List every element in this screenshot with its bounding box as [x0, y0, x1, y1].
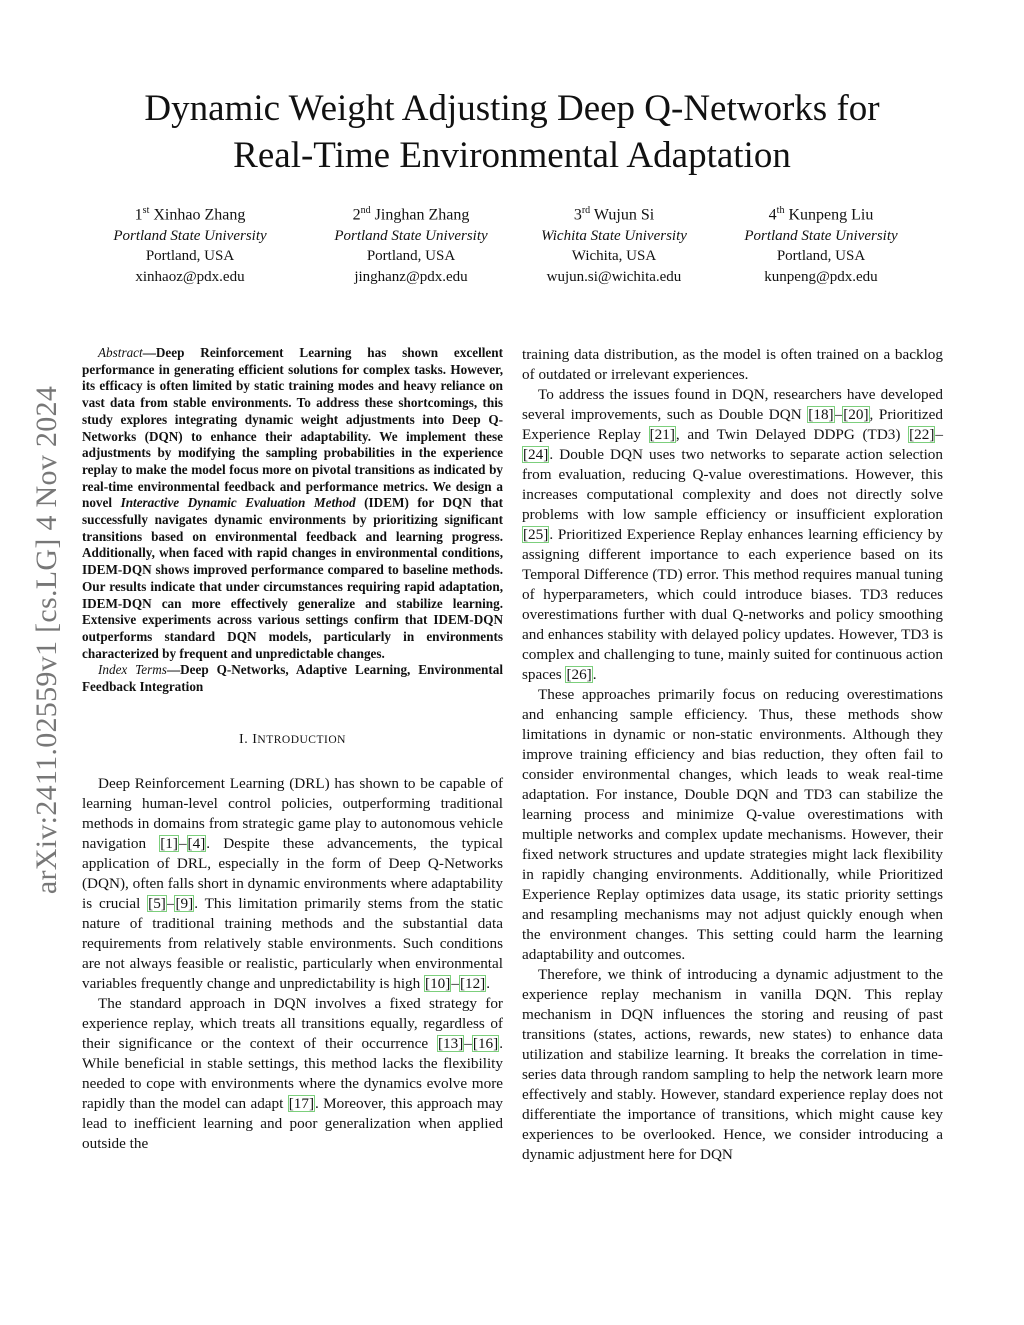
paragraph: [522, 965, 943, 1165]
citation-link[interactable]: [18]: [808, 406, 834, 423]
paragraph: [522, 345, 943, 385]
citation-link[interactable]: [1]: [160, 834, 178, 852]
citation-link[interactable]: [21]: [649, 426, 675, 443]
author-3: [509, 201, 719, 287]
author-affiliation: Wichita State University: [541, 227, 687, 244]
citation-link[interactable]: [25]: [523, 526, 549, 543]
citation-link[interactable]: [17]: [288, 1094, 315, 1112]
paragraph-text: –: [451, 974, 459, 992]
author-email: kunpeng@pdx.edu: [764, 268, 878, 285]
citation-link[interactable]: [16]: [472, 1034, 499, 1052]
paragraph-text: –: [464, 1034, 472, 1052]
author-location: Portland, USA: [776, 248, 866, 265]
paragraph-text: –: [935, 426, 943, 443]
title-line-1: Dynamic Weight Adjusting Deep Q-Networks for: [144, 88, 880, 129]
author-affiliation: Portland State University: [744, 227, 898, 244]
paragraph-text: . Double DQN uses two networks to separate action selection from evaluation, reducing Q-value overestimations. However, this increases computational complexity and does not directly solve problems with low sample efficiency or insufficient exploration: [522, 446, 943, 523]
paragraph-text: These approaches primarily focus on reducing overestimations and enhancing sample efficiency. Thus, these methods show limitations in dynamic or non-static environments. Although they improve training efficiency and bias reduction, they often fail to consider environmental changes, which leads to weak real-time adaptation. For instance, Double DQN and TD3 can stabilize the learning process and minimize Q-value overestimations with multiple networks and complex update mechanisms. However, their fixed network structures and update strategies might lack flexibility in rapidly changing environments. Additionally, while Prioritized Experience Replay optimizes data usage, its static priority settings and resampling mechanisms may not adjust quickly enough when the environment changes. This setting could harm the learning adaptability and outcomes.: [522, 686, 943, 963]
paragraph-text: . Prioritized Experience Replay enhances learning efficiency by assigning different importance to each experience based on its Temporal Difference (TD) error. This method requires manual tuning of hyperparameters, which could introduce biases. TD3 reduces overestimations further with dual Q-networks and policy smoothing and enhances stability with delayed policy updates. However, TD3 is complex and challenging to tune, mainly suited for continuous action spaces: [522, 526, 943, 683]
left-column: [82, 345, 503, 1154]
paragraph-text: –: [166, 894, 175, 912]
author-location: Portland, USA: [145, 248, 235, 265]
paragraph-text: training data distribution, as the model is often trained on a backlog of outdated or irrelevant experiences.: [522, 346, 943, 383]
paragraph-text: . While beneficial in stable settings, this method lacks the flexibility needed to cope with environments where the dynamics evolve more rapidly than the model can adapt: [82, 1034, 503, 1112]
citation-link[interactable]: [10]: [425, 974, 451, 992]
paragraph-text: , and Twin Delayed DDPG (TD3): [675, 426, 909, 443]
citation-link[interactable]: [24]: [523, 446, 549, 463]
right-column: [522, 345, 943, 1165]
paragraph: [522, 685, 943, 965]
arxiv-identifier: arXiv:2411.02559v1 [cs.LG] 4 Nov 2024: [30, 385, 63, 895]
paragraph-text: .: [486, 974, 491, 992]
paragraph-text: . This limitation primarily stems from the static nature of traditional training methods and the substantial data requirements from relatively stable environments. Such conditions are not always feasible or realistic, particularly when environmental variables frequently change and unpredictability is high: [82, 894, 503, 992]
citation-link[interactable]: [26]: [566, 666, 592, 683]
author-location: Wichita, USA: [571, 248, 657, 265]
paragraph: [522, 385, 943, 685]
citation-link[interactable]: [20]: [843, 406, 869, 423]
paper-title: [80, 85, 944, 179]
right-body-text: [522, 345, 943, 1165]
author-location: Portland, USA: [366, 248, 456, 265]
author-2: [306, 201, 516, 287]
abstract: Abstract—Deep Reinforcement Learning has shown excellent performance in generating efficient solutions for complex tasks. However, its efficacy is often limited by static training modes and heavy reliance on vast data from stable environments. To address these shortcomings, this study explores integrating dynamic weight adjustments into Deep Q-Networks (DQN) to enhance their adaptability. We implement these adjustments by modifying the sampling probabilities in the experience replay to make the model focus more on pivotal transitions as indicated by real-time environmental feedback and performance metrics. We design a novel Interactive Dynamic Evaluation Method (IDEM) for DQN that successfully navigates dynamic environments by prioritizing significant transitions based on environmental feedback and learning progress. Additionally, when faced with rapid changes in environmental conditions, IDEM-DQN shows improved performance compared to baseline methods. Our results indicate that under circumstances requiring rapid adaptation, IDEM-DQN can more effectively generalize and stabilize learning. Extensive experiments across various settings confirm that IDEM-DQN outperforms standard DQN models, particularly in environments characterized by frequent and unpredictable changes.: [82, 345, 503, 661]
author-email: xinhaoz@pdx.edu: [135, 268, 245, 285]
section-heading-introduction: I. INTRODUCTION: [239, 731, 346, 747]
citation-link[interactable]: [13]: [437, 1034, 464, 1052]
index-terms: Index Terms—Deep Q-Networks, Adaptive Learning, Environmental Feedback Integration: [82, 662, 503, 695]
paragraph-text: –: [834, 406, 843, 423]
paragraph-text: .: [592, 666, 597, 683]
author-email: wujun.si@wichita.edu: [546, 268, 682, 285]
citation-link[interactable]: [12]: [459, 974, 486, 992]
author-email: jinghanz@pdx.edu: [354, 268, 468, 285]
paragraph: [82, 994, 503, 1154]
citation-link[interactable]: [22]: [909, 426, 935, 443]
citation-link[interactable]: [4]: [187, 834, 206, 852]
author-block: [0, 201, 1024, 291]
author-name: 3rd Wujun Si: [573, 205, 655, 224]
citation-link[interactable]: [5]: [148, 894, 166, 912]
author-name: 4th Kunpeng Liu: [768, 205, 874, 224]
author-affiliation: Portland State University: [113, 227, 267, 244]
paragraph: [82, 774, 503, 994]
author-name: 2nd Jinghan Zhang: [352, 205, 470, 224]
author-name: 1st Xinhao Zhang: [134, 205, 246, 224]
author-1: [85, 201, 295, 287]
citation-link[interactable]: [9]: [175, 894, 194, 912]
paragraph-text: –: [178, 834, 187, 852]
paragraph-text: , Prioritized Experience Replay: [522, 406, 944, 443]
paragraph-text: . Moreover, this approach may lead to inefficient learning and poor generalization when applied outside the: [82, 1094, 503, 1152]
paragraph-text: The standard approach in DQN involves a fixed strategy for experience replay, which treats all transitions equally, regardless of their significance or the context of their occurrence: [82, 994, 503, 1052]
title-line-2: Real-Time Environmental Adaptation: [233, 135, 791, 176]
paragraph-text: Therefore, we think of introducing a dynamic adjustment to the experience replay mechanism in vanilla DQN. This replay mechanism in DQN influences the storing and reusing of past transitions (states, actions, rewards, new states) to enhance data utilization and stabilize learning. It breaks the correlation in time-series data through random sampling to help the network learn more effectively and stably. However, standard experience replay does not differentiate the importance of transitions, which might cause key experiences to be overlooked. Hence, we consider introducing a dynamic adjustment here for DQN: [522, 966, 943, 1163]
author-affiliation: Portland State University: [334, 227, 488, 244]
paragraph-text: . Despite these advancements, the typical application of DRL, especially in the form of Deep Q-Networks (DQN), often falls short in dynamic environments where adaptability is crucial: [82, 834, 503, 912]
author-4: [716, 201, 926, 287]
paragraph-text: Deep Reinforcement Learning (DRL) has shown to be capable of learning human-level control policies, outperforming traditional methods in domains from strategic game play to autonomous vehicle navigation: [82, 774, 503, 852]
paragraph-text: To address the issues found in DQN, researchers have developed several improvements, such as Double DQN: [522, 386, 943, 423]
left-body-text: [82, 774, 503, 1154]
